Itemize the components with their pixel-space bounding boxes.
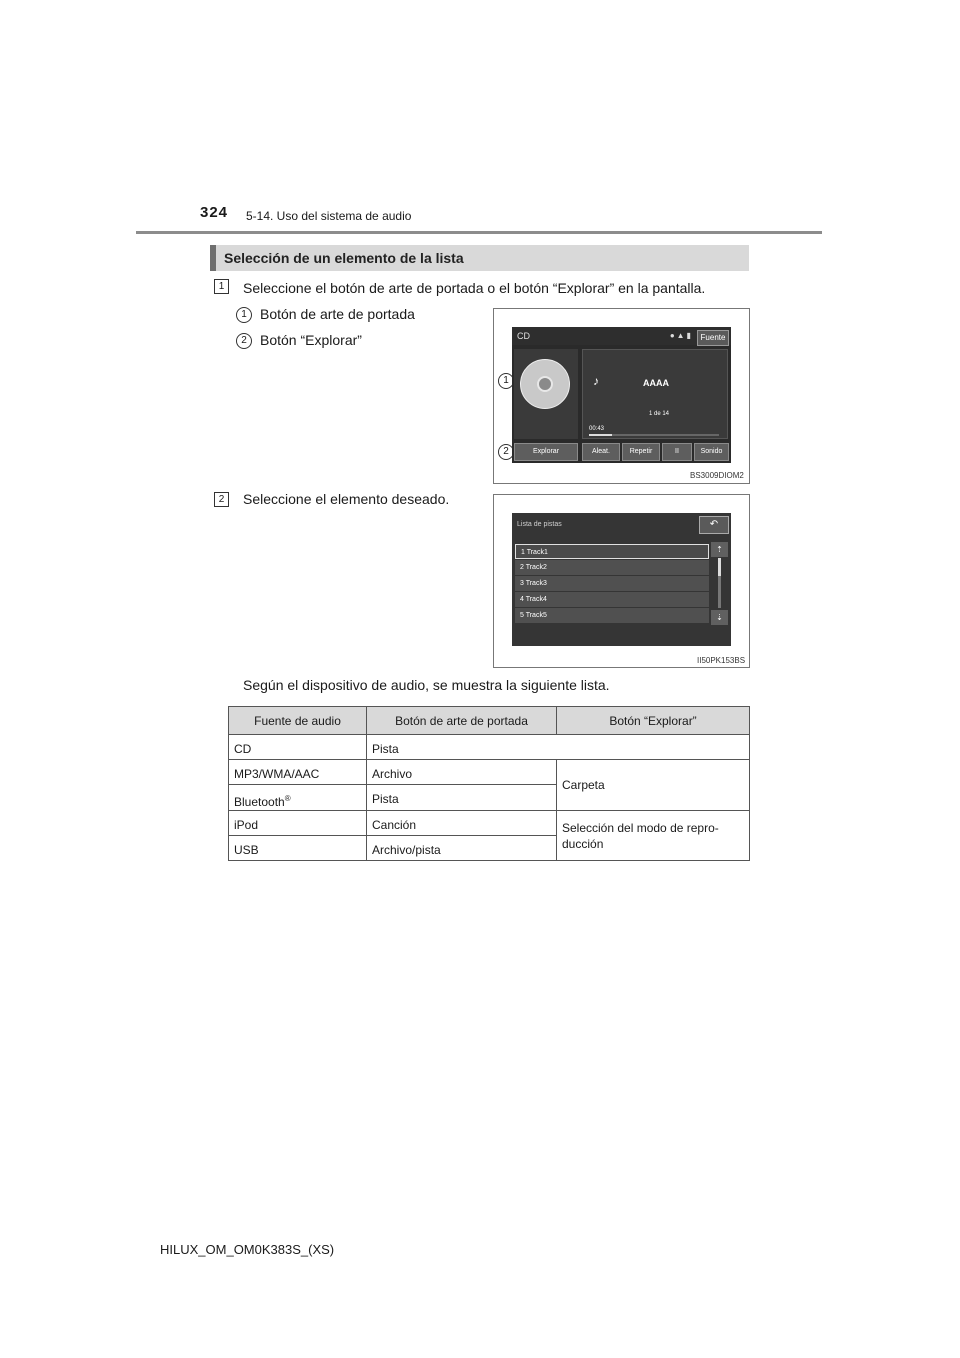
track-info-panel <box>582 349 728 439</box>
item-2-text: Botón “Explorar” <box>260 332 362 348</box>
heading-bar <box>210 245 749 271</box>
cell-cover: Pista <box>367 735 750 760</box>
section-title: 5-14. Uso del sistema de audio <box>246 209 412 223</box>
figure-callout-1: 1 <box>498 373 514 389</box>
track-row[interactable]: 1 Track1 <box>515 544 709 559</box>
scroll-down-icon[interactable]: ⇣ <box>711 610 728 625</box>
figure-2-code: II50PK153BS <box>697 656 746 665</box>
table-row <box>229 811 750 836</box>
header-rule <box>136 231 822 234</box>
table-header-explore: Botón “Explorar” <box>557 707 750 735</box>
track-list-screen <box>512 513 731 646</box>
sound-button[interactable]: Sonido <box>694 443 729 461</box>
cell-cover: Archivo/pista <box>367 836 557 861</box>
scrollbar[interactable] <box>718 558 721 608</box>
cell-source: USB <box>229 836 367 861</box>
step-2-text: Seleccione el elemento deseado. <box>243 491 450 507</box>
cd-disc-icon <box>520 359 570 409</box>
cell-source: MP3/WMA/AAC <box>229 760 367 785</box>
table-header-source: Fuente de audio <box>229 707 367 735</box>
status-icons: ●▲▮ <box>669 331 693 340</box>
list-title: Lista de pistas <box>517 521 562 528</box>
callout-number-2: 2 <box>236 333 252 349</box>
music-note-icon: ♪ <box>593 374 599 388</box>
step-number-1: 1 <box>214 279 229 294</box>
cell-source: iPod <box>229 811 367 836</box>
note-text: Según el dispositivo de audio, se muestra la siguiente lista. <box>243 677 610 693</box>
track-count: 1 de 14 <box>649 411 670 417</box>
progress-bar <box>589 434 719 436</box>
callout-number-1: 1 <box>236 307 252 323</box>
cell-cover: Canción <box>367 811 557 836</box>
track-row[interactable]: 3 Track3 <box>515 576 709 591</box>
screen-topbar <box>512 327 731 345</box>
cell-cover: Archivo <box>367 760 557 785</box>
document-code: HILUX_OM_OM0K383S_(XS) <box>160 1242 335 1257</box>
explore-button[interactable]: Explorar <box>514 443 578 461</box>
pause-button[interactable]: II <box>662 443 692 461</box>
figure-callout-2: 2 <box>498 444 514 460</box>
cell-explore: Carpeta <box>557 760 750 811</box>
table-header-cover: Botón de arte de portada <box>367 707 557 735</box>
cell-source: Bluetooth® <box>229 785 367 811</box>
audio-source-table <box>228 706 750 861</box>
track-row[interactable]: 2 Track2 <box>515 560 709 575</box>
cell-explore: Selección del modo de repro- ducción <box>557 811 750 861</box>
track-row[interactable]: 5 Track5 <box>515 608 709 623</box>
back-arrow-icon[interactable]: ↶ <box>699 516 729 534</box>
shuffle-button[interactable]: Aleat. <box>582 443 620 461</box>
step-number-2: 2 <box>214 492 229 507</box>
step-1-text: Seleccione el botón de arte de portada o el botón “Explorar” en la pantalla. <box>243 280 706 296</box>
cell-cover: Pista <box>367 785 557 811</box>
elapsed-time: 00:43 <box>589 426 605 432</box>
screen-bottombar <box>512 443 731 463</box>
heading-text: Selección de un elemento de la lista <box>224 250 464 266</box>
page-number: 324 <box>200 204 229 221</box>
item-1-text: Botón de arte de portada <box>260 306 415 322</box>
figure-1-code: BS3009DIOM2 <box>690 471 744 480</box>
source-button[interactable]: Fuente <box>697 330 729 346</box>
cell-source: CD <box>229 735 367 760</box>
repeat-button[interactable]: Repetir <box>622 443 660 461</box>
cover-art-button[interactable] <box>514 349 578 439</box>
track-title: AAAA <box>643 378 669 388</box>
cd-screen <box>512 327 731 463</box>
scroll-up-icon[interactable]: ⇡ <box>711 542 728 557</box>
track-row[interactable]: 4 Track4 <box>515 592 709 607</box>
source-label: CD <box>517 331 530 341</box>
table-row <box>229 735 750 760</box>
table-row <box>229 760 750 785</box>
